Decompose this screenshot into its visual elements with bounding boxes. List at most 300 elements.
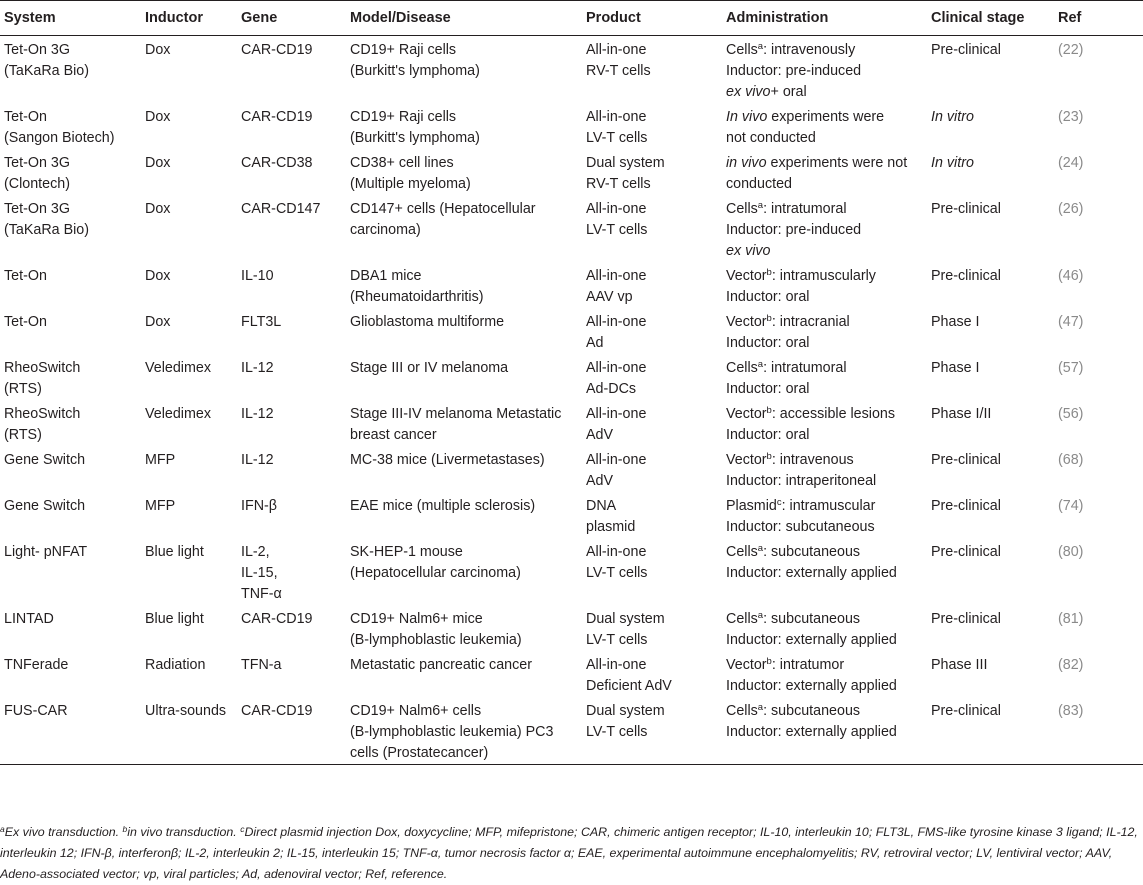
administration-text: Inductor: externally applied [726, 724, 897, 740]
cell-system-line: Tet-On [4, 268, 47, 284]
cell-product-line: DNA [586, 498, 617, 514]
administration-text: : accessible lesions [771, 406, 895, 422]
cell-administration [722, 400, 927, 446]
cell-inductor [141, 262, 237, 308]
cell-product-line: AAV vp [586, 289, 633, 305]
cell-administration [722, 538, 927, 605]
cell-clinical-stage: Pre-clinical [931, 452, 1001, 468]
administration-text: Vector [726, 406, 767, 422]
cell-product-line: AdV [586, 427, 614, 443]
cell-inductor-line: Veledimex [145, 406, 211, 422]
cell-system-line: (RTS) [4, 381, 42, 397]
cell-model-disease-line: EAE mice (multiple sclerosis) [350, 498, 536, 514]
cell-product-line: All-in-one [586, 314, 647, 330]
cell-product [582, 605, 722, 651]
footnote-marker: b [766, 656, 772, 667]
cell-system-line: Tet-On [4, 109, 47, 125]
administration-line [726, 722, 923, 743]
cell-product-line: Ad [586, 335, 604, 351]
cell-inductor-line: Radiation [145, 657, 206, 673]
administration-italic-text: ex vivo [726, 243, 771, 259]
cell-ref: (74) [1058, 498, 1084, 514]
table-row [0, 36, 1143, 104]
footnote-b-text: in vivo transduction. [127, 825, 241, 839]
cell-product-line: All-in-one [586, 406, 647, 422]
cell-gene [237, 195, 346, 262]
header-inductor: Inductor [141, 1, 237, 36]
administration-line [726, 61, 923, 82]
cell-product [582, 697, 722, 765]
cell-model-disease-line: (Multiple myeloma) [350, 176, 471, 192]
cell-gene [237, 262, 346, 308]
administration-line [726, 82, 923, 103]
cell-product-line: All-in-one [586, 201, 647, 217]
cell-system [0, 36, 141, 104]
cell-gene-line: CAR-CD19 [241, 42, 313, 58]
administration-line [726, 358, 923, 379]
cell-product-line: All-in-one [586, 360, 647, 376]
footnote-a-text: Ex vivo transduction. [4, 825, 123, 839]
table-row [0, 195, 1143, 262]
cell-inductor-line: Dox [145, 314, 171, 330]
administration-text: Inductor: pre-induced [726, 63, 862, 79]
cell-system [0, 195, 141, 262]
table-footnote [0, 822, 1140, 885]
cell-model-disease-line: cells (Prostatecancer) [350, 745, 489, 761]
administration-text: Vector [726, 268, 767, 284]
administration-line [726, 266, 923, 287]
administration-line [726, 153, 923, 174]
cell-system-line: RheoSwitch [4, 406, 81, 422]
cell-gene-line: CAR-CD38 [241, 155, 313, 171]
cell-model-disease-line: CD19+ Raji cells [350, 109, 457, 125]
header-clinical-stage: Clinical stage [927, 1, 1054, 36]
footnote-marker: a [757, 702, 764, 713]
cell-model-disease-line: CD19+ Raji cells [350, 42, 457, 58]
administration-text: experiments were [767, 109, 885, 125]
cell-model-disease [346, 195, 582, 262]
footnote-marker: b [766, 313, 772, 324]
cell-system-line: Tet-On 3G [4, 201, 70, 217]
cell-inductor-line: MFP [145, 498, 176, 514]
cell-ref: (80) [1058, 544, 1084, 560]
cell-gene [237, 605, 346, 651]
cell-inductor [141, 697, 237, 765]
administration-text: Cells [726, 611, 758, 627]
administration-text: : intramuscularly [771, 268, 876, 284]
cell-model-disease [346, 446, 582, 492]
cell-model-disease [346, 262, 582, 308]
table-row [0, 103, 1143, 149]
cell-system-line: (RTS) [4, 427, 42, 443]
cell-system [0, 492, 141, 538]
cell-administration [722, 354, 927, 400]
cell-clinical-stage: Pre-clinical [931, 201, 1001, 217]
cell-product [582, 400, 722, 446]
cell-administration [722, 492, 927, 538]
cell-product-line: Dual system [586, 703, 665, 719]
cell-ref: (68) [1058, 452, 1084, 468]
cell-gene [237, 538, 346, 605]
cell-product [582, 103, 722, 149]
cell-system [0, 697, 141, 765]
cell-product [582, 492, 722, 538]
cell-inductor-line: Dox [145, 201, 171, 217]
cell-inductor [141, 354, 237, 400]
cell-model-disease [346, 651, 582, 697]
cell-model-disease-line: Glioblastoma multiforme [350, 314, 505, 330]
cell-system-line: (Clontech) [4, 176, 70, 192]
administration-line [726, 701, 923, 722]
header-product: Product [582, 1, 722, 36]
administration-italic-text: ex vivo [726, 84, 771, 100]
cell-clinical-stage: Pre-clinical [927, 697, 1054, 765]
cell-system-line: Tet-On [4, 314, 47, 330]
cell-system-line: (TaKaRa Bio) [4, 63, 90, 79]
cell-system-line: Tet-On 3G [4, 155, 70, 171]
cell-gene-line: IL-10 [241, 268, 274, 284]
administration-line [726, 128, 923, 149]
cell-model-disease-line: (Hepatocellular carcinoma) [350, 565, 521, 581]
cell-product [582, 446, 722, 492]
cell-gene [237, 697, 346, 765]
cell-model-disease-line: CD19+ Nalm6+ mice [350, 611, 483, 627]
administration-text: Inductor: oral [726, 335, 810, 351]
cell-model-disease [346, 697, 582, 765]
administration-text: Vector [726, 657, 767, 673]
administration-line [726, 199, 923, 220]
cell-inductor-line: Dox [145, 109, 171, 125]
cell-clinical-stage: Phase I/II [931, 406, 992, 422]
administration-text: : intratumoral [763, 360, 847, 376]
cell-gene [237, 36, 346, 104]
administration-text: : intravenous [771, 452, 854, 468]
table-row [0, 492, 1143, 538]
cell-clinical-stage: Phase III [931, 657, 988, 673]
cell-gene-line: IL-12 [241, 360, 274, 376]
administration-line [726, 542, 923, 563]
cell-inductor-line: Dox [145, 155, 171, 171]
cell-product-line: Dual system [586, 611, 665, 627]
administration-line [726, 676, 923, 697]
footnote-marker: a [757, 610, 764, 621]
administration-line [726, 107, 923, 128]
header-system: System [0, 1, 141, 36]
cell-model-disease [346, 400, 582, 446]
cell-inductor [141, 492, 237, 538]
cell-model-disease-line: SK-HEP-1 mouse [350, 544, 463, 560]
administration-line [726, 496, 923, 517]
cell-system-line: (Sangon Biotech) [4, 130, 115, 146]
cell-inductor-line: Blue light [145, 611, 204, 627]
cell-product-line: LV-T cells [586, 724, 648, 740]
cell-inductor [141, 538, 237, 605]
cell-administration [722, 262, 927, 308]
administration-text: not conducted [726, 130, 816, 146]
cell-system [0, 446, 141, 492]
footnote-c-text: Direct plasmid injection Dox, doxycycline; MFP, mifepristone; CAR, chimeric antigen receptor; IL-10, interleukin 10; FLT3L, FMS-like tyrosine kinase 3 ligand; IL-12, interleukin 12; IFN-β, interferonβ; IL-2, interleukin 2; IL-15, interleukin 15; TNF-α, tumor necrosis factor α; EAE, experimental autoimmune encephalomyelitis; RV, retroviral vector; LV, lentiviral vector; AAV, Adeno-associated vector; vp, viral particles; Ad, adenoviral vector; Ref, reference. [0, 825, 1138, 881]
cell-model-disease-line: Stage III or IV melanoma [350, 360, 509, 376]
administration-text: Inductor: externally applied [726, 678, 897, 694]
footnote-c-marker: c [240, 824, 245, 834]
administration-text: : subcutaneous [763, 544, 861, 560]
header-model-disease: Model/Disease [346, 1, 582, 36]
cell-product [582, 195, 722, 262]
administration-text: : intravenously [763, 42, 856, 58]
cell-clinical-stage: In vitro [931, 109, 974, 125]
cell-product [582, 538, 722, 605]
administration-text: Cells [726, 703, 758, 719]
cell-model-disease [346, 103, 582, 149]
administration-italic-text: In vivo [726, 109, 768, 125]
cell-system-line: Tet-On 3G [4, 42, 70, 58]
cell-model-disease-line: (Burkitt's lymphoma) [350, 130, 480, 146]
administration-line [726, 287, 923, 308]
cell-system-line: Gene Switch [4, 498, 86, 514]
cell-gene [237, 446, 346, 492]
cell-product-line: LV-T cells [586, 130, 648, 146]
cell-clinical-stage: Pre-clinical [931, 268, 1001, 284]
cell-ref: (56) [1058, 406, 1084, 422]
cell-system-line: (TaKaRa Bio) [4, 222, 90, 238]
administration-text: Plasmid [726, 498, 777, 514]
cell-product-line: LV-T cells [586, 565, 648, 581]
cell-product-line: All-in-one [586, 268, 647, 284]
cell-model-disease-line: carcinoma) [350, 222, 421, 238]
administration-text: Vector [726, 452, 767, 468]
cell-gene [237, 651, 346, 697]
cell-system [0, 262, 141, 308]
cell-gene-line: IL-15, [241, 565, 278, 581]
administration-text: Inductor: externally applied [726, 632, 897, 648]
administration-text: : subcutaneous [763, 611, 861, 627]
cell-model-disease-line: DBA1 mice [350, 268, 422, 284]
cell-inductor [141, 446, 237, 492]
table-row [0, 538, 1143, 605]
cell-product [582, 262, 722, 308]
administration-line [726, 471, 923, 492]
cell-system [0, 651, 141, 697]
administration-line [726, 174, 923, 195]
footnote-marker: a [757, 41, 764, 52]
cell-gene [237, 492, 346, 538]
administration-line [726, 425, 923, 446]
cell-gene-line: CAR-CD147 [241, 201, 321, 217]
cell-inductor-line: MFP [145, 452, 176, 468]
cell-ref: (82) [1058, 657, 1084, 673]
cell-gene [237, 400, 346, 446]
cell-product [582, 354, 722, 400]
cell-model-disease-line: Stage III-IV melanoma Metastatic [350, 406, 562, 422]
cell-gene-line: CAR-CD19 [241, 703, 313, 719]
cell-clinical-stage: Pre-clinical [931, 544, 1001, 560]
cell-clinical-stage: Pre-clinical [931, 611, 1001, 627]
cell-model-disease [346, 605, 582, 651]
cell-model-disease-line: breast cancer [350, 427, 437, 443]
cell-product-line: AdV [586, 473, 614, 489]
administration-text: Cells [726, 201, 758, 217]
cell-ref: (22) [1058, 42, 1084, 58]
cell-clinical-stage: Pre-clinical [931, 42, 1001, 58]
cell-system-line: Gene Switch [4, 452, 86, 468]
header-gene: Gene [237, 1, 346, 36]
administration-line [726, 379, 923, 400]
cell-administration [722, 195, 927, 262]
table-row [0, 651, 1143, 697]
cell-product [582, 36, 722, 104]
administration-line [726, 404, 923, 425]
cell-ref: (23) [1058, 109, 1084, 125]
administration-text: experiments were not [766, 155, 908, 171]
footnote-marker: b [766, 267, 772, 278]
cell-ref: (46) [1058, 268, 1084, 284]
administration-text: conducted [726, 176, 792, 192]
cell-system-line: FUS-CAR [4, 703, 68, 719]
cell-system [0, 400, 141, 446]
administration-text: Inductor: oral [726, 427, 810, 443]
cell-gene [237, 308, 346, 354]
cell-model-disease [346, 149, 582, 195]
cell-inductor-line: Ultra-sounds [145, 703, 227, 719]
administration-text: + oral [770, 84, 807, 100]
administration-text: : subcutaneous [763, 703, 861, 719]
cell-ref: (47) [1058, 314, 1084, 330]
cell-administration [722, 651, 927, 697]
administration-text: : intramuscular [781, 498, 876, 514]
cell-system [0, 308, 141, 354]
administration-text: Inductor: intraperitoneal [726, 473, 877, 489]
cell-gene [237, 149, 346, 195]
cell-system-line: Light- pNFAT [4, 544, 88, 560]
cell-product-line: Deficient AdV [586, 678, 672, 694]
cell-product [582, 651, 722, 697]
table-row [0, 262, 1143, 308]
administration-text: : intracranial [771, 314, 850, 330]
footnote-marker: b [766, 405, 772, 416]
cell-system-line: RheoSwitch [4, 360, 81, 376]
cell-ref: (24) [1058, 155, 1084, 171]
cell-inductor [141, 195, 237, 262]
cell-product-line: plasmid [586, 519, 636, 535]
cell-inductor-line: Dox [145, 42, 171, 58]
cell-product-line: All-in-one [586, 42, 647, 58]
cell-product [582, 308, 722, 354]
administration-line [726, 450, 923, 471]
administration-text: Inductor: pre-induced [726, 222, 862, 238]
cell-inductor [141, 605, 237, 651]
table-row [0, 149, 1143, 195]
cell-model-disease-line: (Rheumatoidarthritis) [350, 289, 484, 305]
cell-product-line: All-in-one [586, 109, 647, 125]
cell-inductor-line: Dox [145, 268, 171, 284]
cell-model-disease [346, 36, 582, 104]
cell-clinical-stage: Phase I [931, 360, 980, 376]
cell-system [0, 149, 141, 195]
cell-system-line: LINTAD [4, 611, 54, 627]
cell-clinical-stage: In vitro [931, 155, 974, 171]
cell-gene-line: TFN-a [241, 657, 282, 673]
table-row [0, 400, 1143, 446]
table-row [0, 354, 1143, 400]
cell-inductor [141, 308, 237, 354]
cell-ref: (81) [1058, 611, 1084, 627]
table-row [0, 605, 1143, 651]
footnote-b-marker: b [122, 824, 128, 834]
header-administration: Administration [722, 1, 927, 36]
cell-model-disease-line: (Burkitt's lymphoma) [350, 63, 480, 79]
cell-gene-line: TNF-α [241, 586, 282, 602]
cell-product-line: Dual system [586, 155, 665, 171]
cell-gene-line: FLT3L [241, 314, 282, 330]
administration-text: Inductor: oral [726, 381, 810, 397]
administration-line [726, 563, 923, 584]
administration-text: Inductor: oral [726, 289, 810, 305]
header-row [0, 1, 1143, 36]
cell-administration [722, 149, 927, 195]
cell-model-disease-line: MC-38 mice (Livermetastases) [350, 452, 545, 468]
cell-product-line: RV-T cells [586, 63, 651, 79]
cell-model-disease [346, 492, 582, 538]
cell-model-disease-line: (B-lymphoblastic leukemia) PC3 [350, 724, 554, 740]
administration-line [726, 655, 923, 676]
cell-gene-line: IL-12 [241, 406, 274, 422]
cell-administration [722, 697, 927, 765]
table-row [0, 446, 1143, 492]
cell-gene [237, 354, 346, 400]
administration-text: Inductor: subcutaneous [726, 519, 875, 535]
cell-product-line: LV-T cells [586, 632, 648, 648]
cell-administration [722, 103, 927, 149]
cell-product-line: All-in-one [586, 657, 647, 673]
cell-gene-line: CAR-CD19 [241, 611, 313, 627]
cell-administration [722, 605, 927, 651]
cell-administration [722, 36, 927, 104]
cell-gene-line: IL-2, [241, 544, 270, 560]
cell-model-disease [346, 308, 582, 354]
cell-model-disease-line: CD38+ cell lines [350, 155, 454, 171]
table-body [0, 36, 1143, 765]
table-row [0, 308, 1143, 354]
footnote-a-marker: a [0, 824, 5, 834]
cell-gene-line: IL-12 [241, 452, 274, 468]
cell-inductor [141, 103, 237, 149]
footnote-marker: a [757, 200, 764, 211]
cell-model-disease-line: CD19+ Nalm6+ cells [350, 703, 482, 719]
cell-ref: (57) [1058, 360, 1084, 376]
cell-inductor [141, 36, 237, 104]
cell-model-disease [346, 538, 582, 605]
footnote-marker: a [757, 359, 764, 370]
cell-inductor [141, 651, 237, 697]
cell-inductor [141, 400, 237, 446]
cell-inductor-line: Blue light [145, 544, 204, 560]
cell-administration [722, 308, 927, 354]
cell-inductor-line: Veledimex [145, 360, 211, 376]
cell-model-disease-line: Metastatic pancreatic cancer [350, 657, 532, 673]
administration-line [726, 241, 923, 262]
administration-line [726, 517, 923, 538]
administration-line [726, 312, 923, 333]
administration-line [726, 609, 923, 630]
cell-system [0, 538, 141, 605]
administration-line [726, 40, 923, 61]
cell-gene [237, 103, 346, 149]
cell-system-line: TNFerade [4, 657, 69, 673]
administration-line [726, 220, 923, 241]
cell-system [0, 605, 141, 651]
cell-ref: (26) [1058, 201, 1084, 217]
administration-line [726, 333, 923, 354]
